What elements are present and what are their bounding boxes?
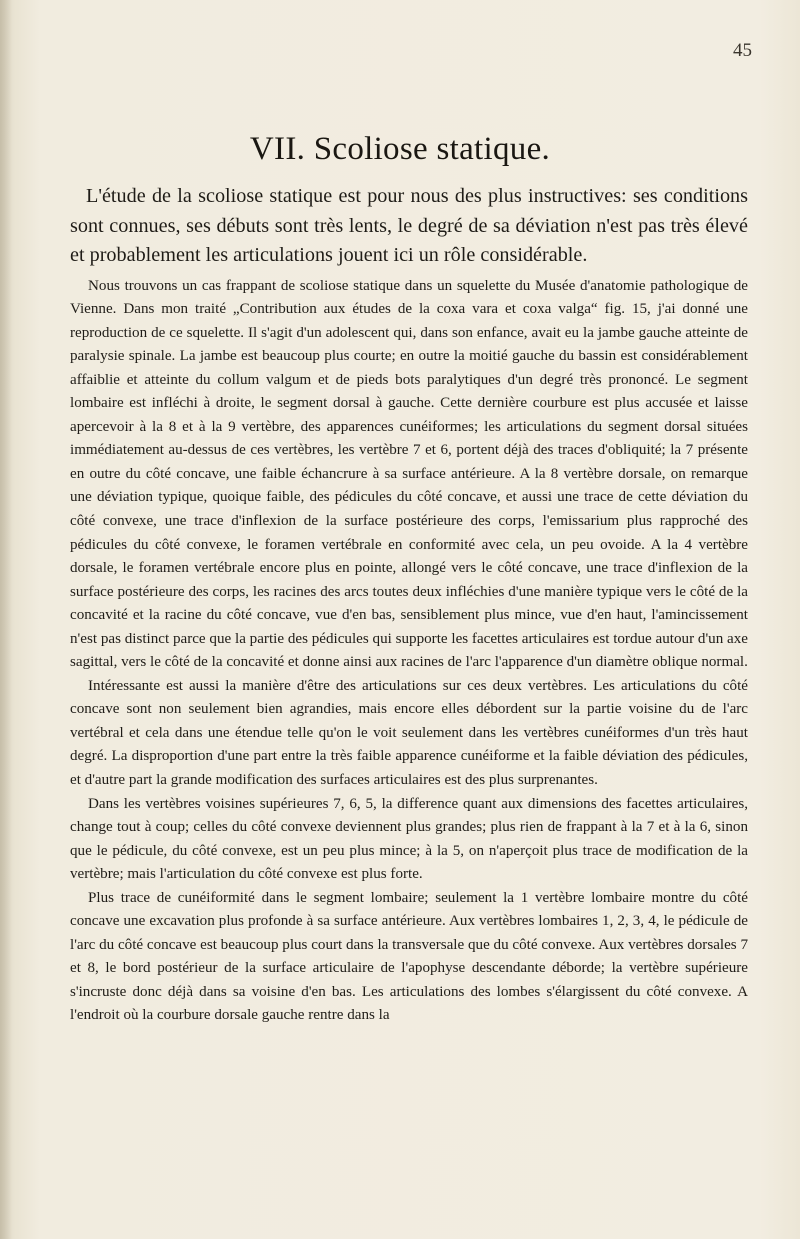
paragraph-articulations: Intéressante est aussi la manière d'être des articulations sur ces deux vertèbres. Les articulations du côté concave sont non seulement bien agrandies, mais encore elles débordent sur la partie voisine du de l'arc vertébral et cela dans une étendue telle qu'on le voit seulement dans les vertèbres cunéiformes d'un très haut degré. La disproportion d'une part entre la très faible apparence cunéiforme et la faible déviation des pédicules, et d'autre part la grande modification des surfaces articulaires est des plus surprenantes. [70,677,748,788]
body-text [70,182,748,1028]
binding-shadow [0,0,12,1239]
page-number: 45 [733,40,752,61]
paragraph-case-description: Nous trouvons un cas frappant de scoliose statique dans un squelette du Musée d'anatomie pathologique de Vienne. Dans mon traité „Contribution aux études de la coxa vara et coxa valga“ fig. 15, j'ai donné une reproduction de ce squelette. Il s'agit d'un adolescent qui, dans son enfance, avait eu la jambe gauche atteinte de paralysie spinale. La jambe est beaucoup plus courte; en outre la moitié gauche du bassin est considérablement affaiblie et atteinte du collum valgum et de pieds bots paralytiques d'un degré très prononcé. Le segment lombaire est infléchi à droite, le segment dorsal à gauche. Cette dernière courbure est plus accusée et laisse apercevoir à la 8 et à la 9 vertèbre, des apparences cunéiformes; les articulations du segment dorsal situées immédiatement au-dessus de ces vertèbres, les vertèbre 7 et 6, portent déjà des traces d'obliquité; la 7 présente en outre du côté concave, une faible échancrure à sa surface antérieure. A la 8 vertèbre dorsale, on remarque une déviation typique, quoique faible, des pédicules du côté concave, et aussi une trace de cette déviation du côté convexe, une trace d'inflexion de la surface postérieure des corps, l'emissarium plus rapproché des pédicules du côté convexe, le foramen vertébrale en conformité avec cela, un peu ovoide. A la 4 vertèbre dorsale, le foramen vertébrale encore plus en pointe, allongé vers le côté concave, une trace d'inflexion de la surface postérieure des corps, les racines des arcs toutes deux infléchies d'une manière typique vers le côté de la concavité et la racine du côté concave, vue d'en bas, sensiblement plus mince, vue d'en haut, l'amincissement n'est pas distinct parce que la partie des pédicules qui supporte les facettes articulaires est tordue autour d'un axe sagittal, vers le côté de la concavité et donne ainsi aux racines de l'arc l'apparence d'un diamètre oblique normal. [70,277,748,671]
intro-paragraph: L'étude de la scoliose statique est pour nous des plus instructives: ses conditions sont connues, ses débuts sont très lents, le degré de sa déviation n'est pas très élevé et probablement les articulations jouent ici un rôle considérable. [70,185,748,266]
paragraph-lumbar-segment: Plus trace de cunéiformité dans le segment lombaire; seulement la 1 vertèbre lombaire montre du côté concave une excavation plus profonde à sa surface antérieure. Aux vertèbres lombaires 1, 2, 3, 4, le pédicule de l'arc du côté concave est beaucoup plus court dans la transversale que du côté convexe. Aux vertèbres dorsales 7 et 8, le bord postérieur de la surface articulaire de l'apophyse descendante déborde; la vertèbre supérieure s'incruste donc déjà dans sa voisine d'en bas. Les articulations des lombes s'élargissent du côté convexe. A l'endroit où la courbure dorsale gauche rentre dans la [70,889,748,1024]
paragraph-upper-vertebrae: Dans les vertèbres voisines supérieures 7, 6, 5, la difference quant aux dimensions des facettes articulaires, change tout à coup; celles du côté convexe deviennent plus grandes; plus rien de frappant à la 7 et à la 6, sinon que le pédicule, du côté convexe, est un peu plus mince; à la 5, on n'aperçoit plus trace de modification de la vertèbre; mais l'articulation du côté convexe est plus forte. [70,795,748,883]
chapter-title: VII. Scoliose statique. [249,131,551,167]
